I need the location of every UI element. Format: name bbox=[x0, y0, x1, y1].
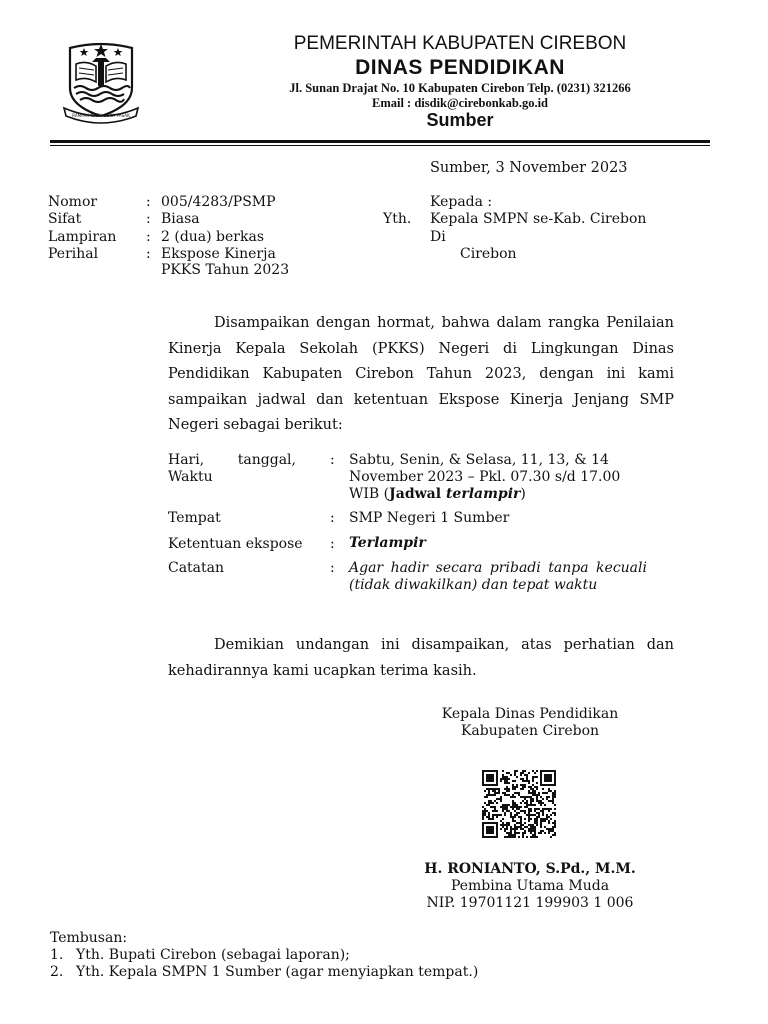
closing-paragraph-text: Demikian undangan ini disampaikan, atas perhatian dan kehadirannya kami ucapkan terima kasih. bbox=[168, 637, 674, 679]
place-date: Sumber, 3 November 2023 bbox=[430, 160, 628, 176]
qr-code-icon bbox=[482, 770, 556, 838]
cc-item-number: 1. bbox=[50, 947, 64, 963]
schedule-note-open: ( bbox=[383, 486, 390, 502]
meta-colon: : bbox=[146, 246, 151, 262]
meta-value-perihal-line2: PKKS Tahun 2023 bbox=[161, 262, 290, 278]
recipient-place: Cirebon bbox=[460, 246, 517, 262]
government-name: PEMERINTAH KABUPATEN CIREBON bbox=[293, 33, 627, 54]
signatory-nip: NIP. 19701121 199903 1 006 bbox=[426, 895, 634, 911]
agency-name: DINAS PENDIDIKAN bbox=[355, 56, 565, 79]
meta-label-sifat: Sifat bbox=[48, 211, 82, 227]
body-paragraph-text: Disampaikan dengan hormat, bahwa dalam rangka Penilaian Kinerja Kepala Sekolah (PKKS) Negeri di Lingkungan Dinas Pendidikan Kabupaten Cirebon Tahun 2023, dengan ini kami sampaikan jadwal dan ketentuan Ekspose Kinerja Jenjang SMP Negeri sebagai berikut: bbox=[168, 315, 674, 433]
detail-label-schedule: Hari, tanggal, Waktu bbox=[168, 452, 296, 485]
meta-label-perihal: Perihal bbox=[48, 246, 99, 262]
agency-address: Jl. Sunan Drajat No. 10 Kabupaten Cirebon Telp. (0231) 321266 bbox=[289, 81, 631, 95]
detail-colon: : bbox=[330, 536, 335, 552]
signatory-rank: Pembina Utama Muda bbox=[450, 878, 610, 894]
meta-label-nomor: Nomor bbox=[48, 194, 98, 210]
letterhead-divider-thick bbox=[50, 140, 710, 143]
meta-value-lampiran: 2 (dua) berkas bbox=[161, 229, 265, 245]
detail-value-schedule bbox=[349, 452, 647, 503]
meta-value-nomor: 005/4283/PSMP bbox=[161, 194, 276, 210]
closing-paragraph bbox=[168, 633, 674, 684]
detail-value-rules: Terlampir bbox=[349, 535, 426, 551]
meta-value-perihal: Ekspose Kinerja bbox=[161, 246, 276, 262]
detail-colon: : bbox=[330, 452, 335, 468]
detail-value-note: Agar hadir secara pribadi tanpa kecuali (tidak diwakilkan) dan tepat waktu bbox=[349, 560, 647, 593]
detail-colon: : bbox=[330, 510, 335, 526]
meta-colon: : bbox=[146, 211, 151, 227]
signature-position1: Kepala Dinas Pendidikan bbox=[441, 706, 619, 722]
letterhead-divider-thin bbox=[50, 145, 710, 146]
meta-colon: : bbox=[146, 194, 151, 210]
detail-label-note: Catatan bbox=[168, 560, 225, 576]
recipient-name: Kepala SMPN se-Kab. Cirebon bbox=[430, 211, 647, 227]
recipient-to: Kepada : bbox=[430, 194, 493, 210]
meta-label-lampiran: Lampiran bbox=[48, 229, 117, 245]
schedule-note-bolditalic: terlampir bbox=[445, 486, 521, 502]
meta-value-sifat: Biasa bbox=[161, 211, 200, 227]
recipient-di: Di bbox=[430, 229, 446, 245]
detail-label-rules: Ketentuan ekspose bbox=[168, 536, 303, 552]
schedule-note-close: ) bbox=[520, 486, 526, 502]
recipient-yth: Yth. bbox=[383, 211, 412, 227]
body-paragraph bbox=[168, 311, 674, 439]
cc-title: Tembusan: bbox=[50, 930, 128, 946]
emblem-motto: RAMPAK NAGA SUKA PASAK bbox=[72, 113, 130, 118]
signature-position2: Kabupaten Cirebon bbox=[460, 723, 600, 739]
cc-item-text: Yth. Bupati Cirebon (sebagai laporan); bbox=[76, 947, 350, 963]
detail-label-place: Tempat bbox=[168, 510, 221, 526]
cc-item-text: Yth. Kepala SMPN 1 Sumber (agar menyiapkan tempat.) bbox=[76, 964, 479, 980]
cirebon-regency-emblem-icon bbox=[62, 36, 140, 124]
meta-colon: : bbox=[146, 229, 151, 245]
agency-city: Sumber bbox=[426, 110, 494, 130]
signatory-name: H. RONIANTO, S.Pd., M.M. bbox=[424, 861, 636, 877]
detail-value-place: SMP Negeri 1 Sumber bbox=[349, 510, 510, 526]
cc-item-number: 2. bbox=[50, 964, 64, 980]
schedule-note-bold: Jadwal bbox=[389, 486, 446, 502]
schedule-text: Sabtu, Senin, & Selasa, 11, 13, & 14 November 2023 – Pkl. 07.30 s/d 17.00 WIB bbox=[349, 452, 621, 502]
agency-email: Email : disdik@cirebonkab.go.id bbox=[371, 96, 549, 110]
detail-colon: : bbox=[330, 560, 335, 576]
